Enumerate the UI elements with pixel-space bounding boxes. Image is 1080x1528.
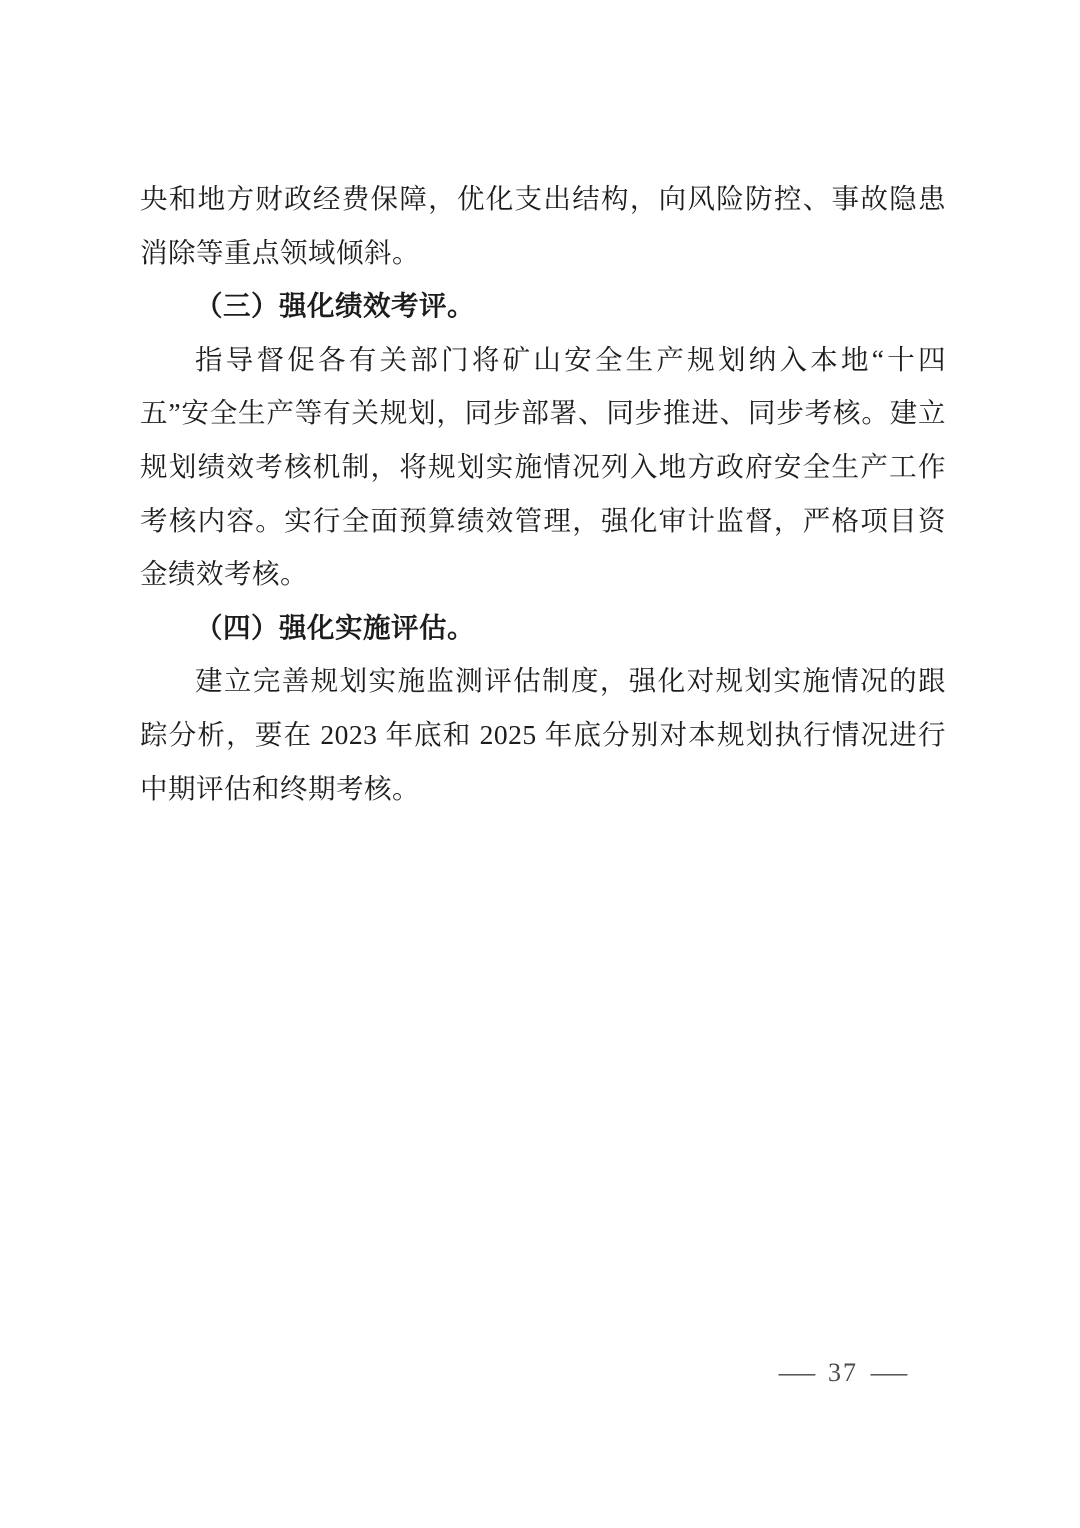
paragraph-implementation-evaluation: 建立完善规划实施监测评估制度，强化对规划实施情况的跟踪分析，要在 2023 年底和 2025 年底分别对本规划执行情况进行中期评估和终期考核。 [140,665,946,804]
page-number [0,1358,1080,1388]
page-number-dash-left: — [778,1358,816,1387]
page-number-dash-right: — [870,1358,908,1387]
page-number-value: 37 [828,1358,858,1387]
document-body [140,172,946,815]
paragraph-performance-review: 指导督促各有关部门将矿山安全生产规划纳入本地“十四五”安全生产等有关规划，同步部署、同步推进、同步考核。建立规划绩效考核机制，将规划实施情况列入地方政府安全生产工作考核内容。实行全面预算绩效管理，强化审计监督，严格项目资金绩效考核。 [140,343,946,590]
paragraph-continuation: 央和地方财政经费保障，优化支出结构，向风险防控、事故隐患消除等重点领域倾斜。 [140,183,946,268]
section-heading-four: （四）强化实施评估。 [195,611,475,643]
section-heading-three: （三）强化绩效考评。 [195,290,475,322]
